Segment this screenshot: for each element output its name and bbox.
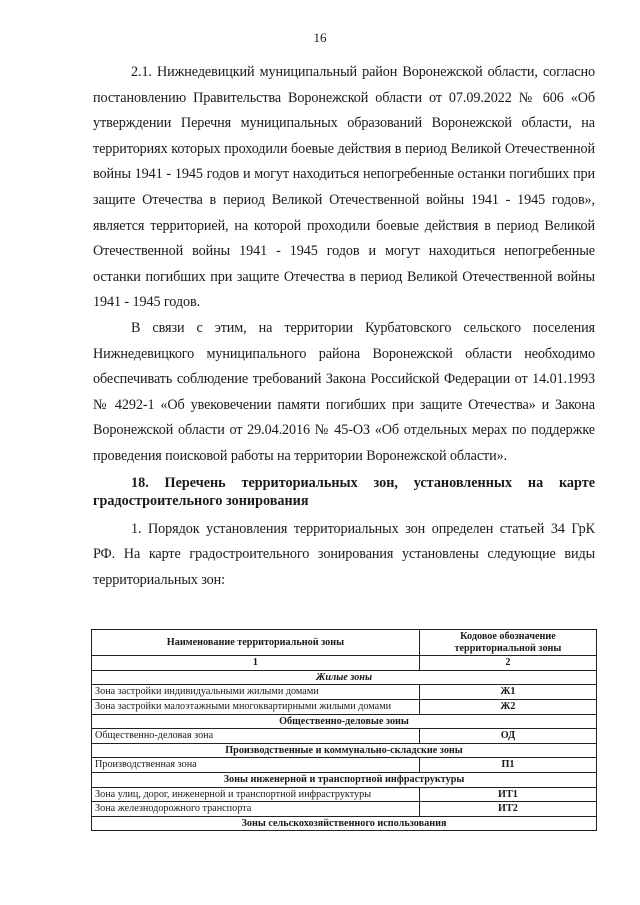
zone-name-cell: Общественно-деловая зона: [92, 729, 420, 744]
table-row: [92, 729, 597, 744]
zone-code-cell: Ж1: [419, 685, 596, 700]
zone-name-cell: Зона застройки индивидуальными жилыми домами: [92, 685, 420, 700]
table-row: [92, 802, 597, 817]
zone-group-title: Жилые зоны: [92, 670, 597, 685]
column-number-1: 1: [92, 656, 420, 671]
zone-group-title: Общественно-деловые зоны: [92, 714, 597, 729]
zone-group-title: Зоны сельскохозяйственного использования: [92, 816, 597, 831]
table-row: [92, 685, 597, 700]
zone-group-title: Зоны инженерной и транспортной инфраструктуры: [92, 772, 597, 787]
zone-name-cell: Производственная зона: [92, 758, 420, 773]
section-heading: 18. Перечень территориальных зон, установленных на карте градостроительного зонирования: [93, 474, 595, 509]
table-header-row: [92, 630, 597, 656]
header-zone-code: Кодовое обозначение территориальной зоны: [419, 630, 596, 656]
page-number: 16: [313, 30, 327, 45]
header-zone-name: Наименование территориальной зоны: [92, 630, 420, 656]
zone-code-cell: ИТ2: [419, 802, 596, 817]
zone-name-cell: Зона железнодорожного транспорта: [92, 802, 420, 817]
zone-code-cell: ОД: [419, 729, 596, 744]
table-column-numbers-row: [92, 656, 597, 671]
paragraph-2-1: 2.1. Нижнедевицкий муниципальный район Воронежской области, согласно постановлению Правительства Воронежской области от 07.09.2022 № 606 «Об утверждении Перечня муниципальных образований Воронежской области, на территориях которых проходили боевые действия в период Великой Отечественной войны 1941 - 1945 годов и могут находиться непогребенные останки погибших при защите Отечества в период Великой Отечественной войны 1941 - 1945 годов», является территорией, на которой проходили боевые действия в период Великой Отечественной войны 1941 - 1945 годов и могут находиться непогребенные останки погибших при защите Отечества в период Великой Отечественной войны 1941 - 1945 годов.: [93, 64, 595, 311]
table-group-row: [92, 772, 597, 787]
table-group-row: [92, 816, 597, 831]
zone-name-cell: Зона застройки малоэтажными многоквартирными жилыми домами: [92, 699, 420, 714]
zone-code-cell: Ж2: [419, 699, 596, 714]
table-group-row: [92, 714, 597, 729]
document-body: [93, 60, 595, 593]
table-row: [92, 787, 597, 802]
zone-code-cell: П1: [419, 758, 596, 773]
zone-group-title: Производственные и коммунально-складские зоны: [92, 743, 597, 758]
table-row: [92, 758, 597, 773]
paragraph-intro: 1. Порядок установления территориальных зон определен статьей 34 ГрК РФ. На карте градостроительного зонирования установлены следующие виды территориальных зон:: [93, 520, 595, 588]
table-row: [92, 699, 597, 714]
zone-code-cell: ИТ1: [419, 787, 596, 802]
zone-name-cell: Зона улиц, дорог, инженерной и транспортной инфраструктуры: [92, 787, 420, 802]
table-group-row: [92, 670, 597, 685]
column-number-2: 2: [419, 656, 596, 671]
territorial-zones-table: [91, 629, 597, 831]
table-group-row: [92, 743, 597, 758]
paragraph-requirements: В связи с этим, на территории Курбатовского сельского поселения Нижнедевицкого муниципального района Воронежской области необходимо обеспечивать соблюдение требований Закона Российской Федерации от 14.01.1993 № 4292-1 «Об увековечении памяти погибших при защите Отечества» и Закона Воронежской области от 29.04.2016 № 45-ОЗ «Об отдельных мерах по поддержке проведения поисковой работы на территории Воронежской области».: [93, 319, 595, 464]
